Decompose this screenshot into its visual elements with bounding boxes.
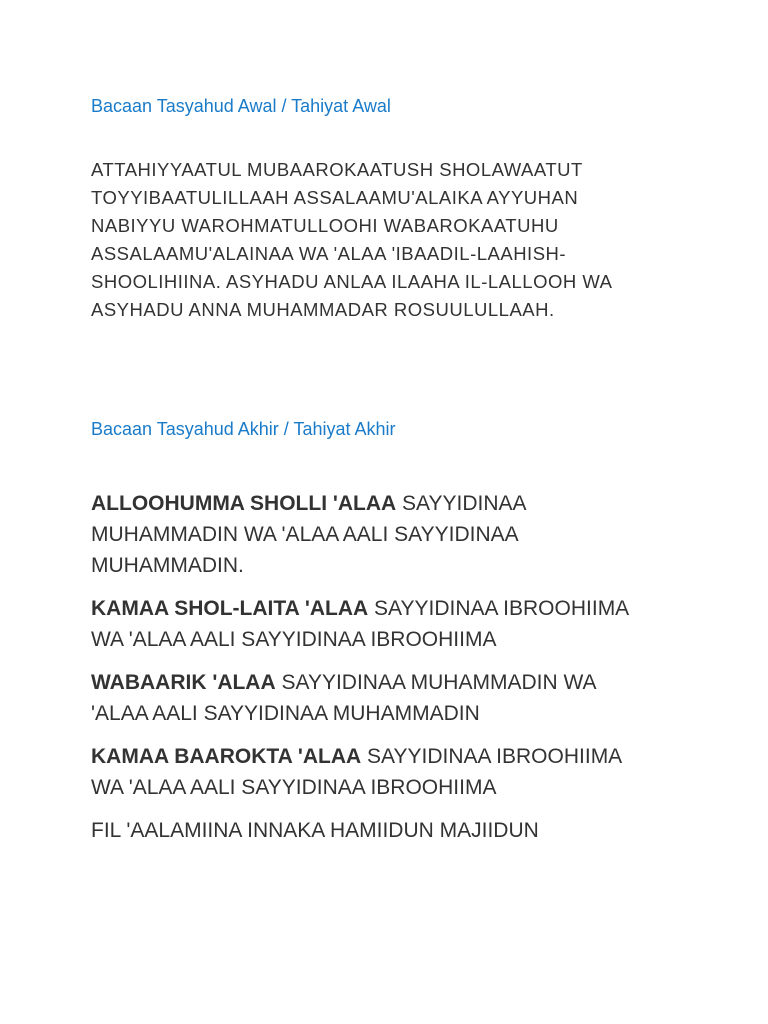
verse-1 [91,488,691,581]
verse-3 [91,667,691,729]
verse-2 [91,593,691,655]
verse-5 [91,815,691,846]
verse-bold-phrase: WABAARIK 'ALAA [91,671,276,694]
paragraph-tasyahud-awal [91,156,691,324]
verses-tasyahud-akhir [91,488,691,858]
verse-text: SAYYIDINAA MUHAMMADIN WA [275,671,597,694]
verse-line [91,741,691,772]
heading-tasyahud-akhir: Bacaan Tasyahud Akhir / Tahiyat Akhir [91,419,396,439]
text-line: SHOOLIHIINA. ASYHADU ANLAA ILAAHA IL-LALLOOH WA [91,271,613,292]
verse-bold-phrase: KAMAA BAAROKTA 'ALAA [91,745,362,768]
verse-line [91,593,691,624]
verse-line: MUHAMMADIN. [91,554,244,577]
verse-text: SAYYIDINAA [396,492,527,515]
verse-text: SAYYIDINAA IBROOHIIMA [368,597,630,620]
verse-line: MUHAMMADIN WA 'ALAA AALI SAYYIDINAA [91,523,519,546]
text-line: ASSALAAMU'ALAINAA WA 'ALAA 'IBAADIL-LAAHISH- [91,243,567,264]
text-line: NABIYYU WAROHMATULLOOHI WABAROKAATUHU [91,215,559,236]
verse-4 [91,741,691,803]
verse-bold-phrase: ALLOOHUMMA SHOLLI 'ALAA [91,492,397,515]
verse-text: SAYYIDINAA IBROOHIIMA [361,745,623,768]
text-line: TOYYIBAATULILLAAH ASSALAAMU'ALAIKA AYYUHAN [91,187,579,208]
verse-line: WA 'ALAA AALI SAYYIDINAA IBROOHIIMA [91,776,497,799]
verse-bold-phrase: KAMAA SHOL-LAITA 'ALAA [91,597,369,620]
heading-tasyahud-awal: Bacaan Tasyahud Awal / Tahiyat Awal [91,96,391,116]
text-line: ATTAHIYYAATUL MUBAAROKAATUSH SHOLAWAATUT [91,159,583,180]
text-line: ASYHADU ANNA MUHAMMADAR ROSUULULLAAH. [91,299,555,320]
verse-line: 'ALAA AALI SAYYIDINAA MUHAMMADIN [91,702,480,725]
verse-line [91,667,691,698]
verse-line: WA 'ALAA AALI SAYYIDINAA IBROOHIIMA [91,628,497,651]
verse-line: FIL 'AALAMIINA INNAKA HAMIIDUN MAJIIDUN [91,819,539,842]
verse-line [91,488,691,519]
